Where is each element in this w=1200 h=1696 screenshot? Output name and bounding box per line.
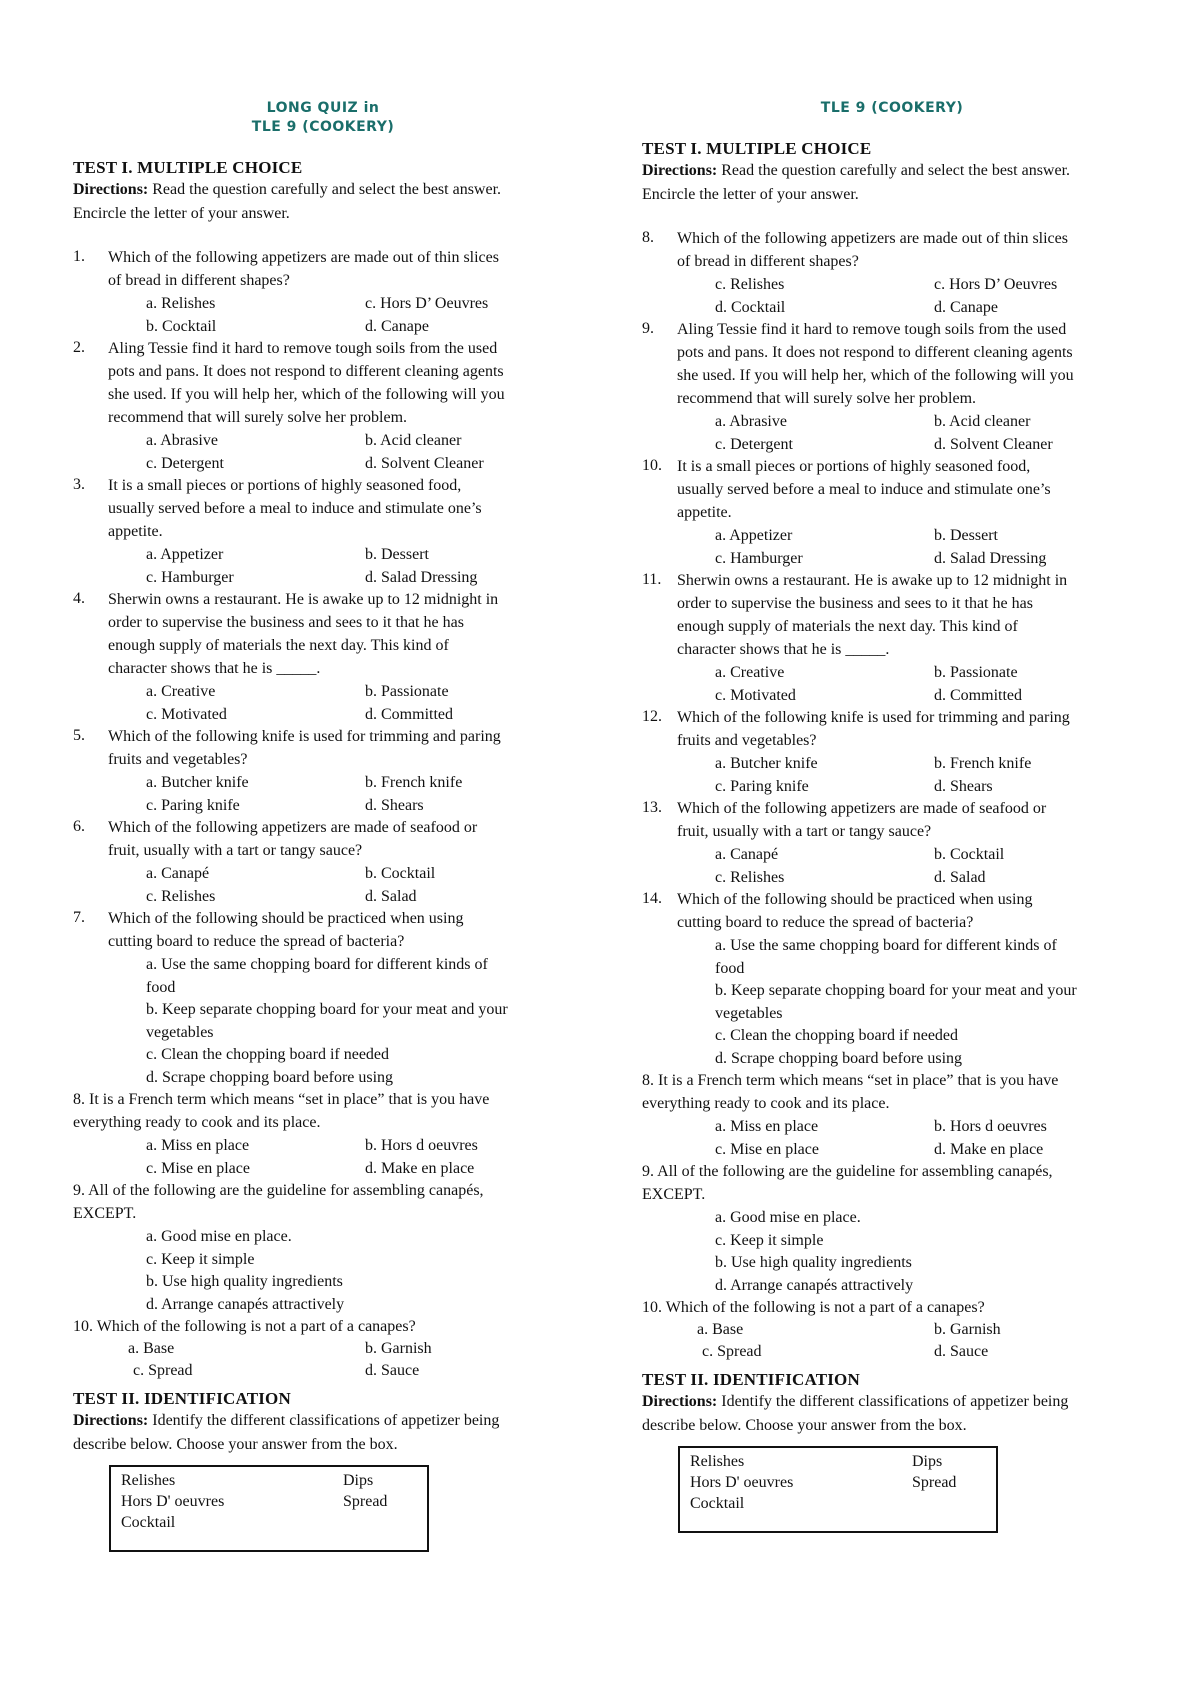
question-number: 5. <box>73 727 85 744</box>
option: c. Keep it simple <box>146 1250 255 1268</box>
question-text: appetite. <box>108 523 163 540</box>
question-number: 4. <box>73 590 85 607</box>
option: c. Spread <box>133 1362 193 1379</box>
question-text: enough supply of materials the next day. This kind of <box>108 637 449 654</box>
option: a. Good mise en place. <box>715 1209 861 1226</box>
question-number: 3. <box>73 476 85 493</box>
option: a. Creative <box>146 683 216 700</box>
question-number: 7. <box>73 909 85 926</box>
directions-text-cont: Encircle the letter of your answer. <box>642 186 859 203</box>
question-text: enough supply of materials the next day. This kind of <box>677 618 1018 635</box>
question-number: 14. <box>642 890 662 907</box>
option: d. Make en place <box>934 1140 1044 1158</box>
question-text: Sherwin owns a restaurant. He is awake up to 12 midnight in <box>677 572 1068 589</box>
question-text: recommend that will surely solve her problem. <box>108 409 408 426</box>
question-text: everything ready to cook and its place. <box>642 1095 890 1112</box>
quiz-subtitle: TLE 9 (COOKERY) <box>251 119 395 135</box>
question-text: order to supervise the business and sees to it that he has <box>677 595 1033 612</box>
answer-choice: Spread <box>912 1474 957 1491</box>
option: a. Abrasive <box>715 413 787 430</box>
option: c. Keep it simple <box>715 1231 824 1249</box>
question-text: of bread in different shapes? <box>108 272 290 289</box>
option: a. Use the same chopping board for different kinds of <box>715 937 1057 954</box>
directions-label: Directions: <box>642 1393 718 1410</box>
question-text: 8. It is a French term which means “set in place” that is you have <box>73 1091 490 1108</box>
option: a. Abrasive <box>146 432 218 449</box>
option: c. Clean the chopping board if needed <box>146 1046 390 1063</box>
question-number: 2. <box>73 339 85 356</box>
question-text: recommend that will surely solve her problem. <box>677 390 977 407</box>
option: c. Paring knife <box>715 777 809 795</box>
question-number: 12. <box>642 708 662 725</box>
question-number: 8. <box>642 229 654 246</box>
question-text: fruits and vegetables? <box>108 751 248 768</box>
option: b. Use high quality ingredients <box>146 1273 343 1290</box>
directions-text-cont: Encircle the letter of your answer. <box>73 205 290 222</box>
option: b. Keep separate chopping board for your meat and your <box>715 982 1077 999</box>
option: d. Salad Dressing <box>934 549 1047 567</box>
answer-choice: Relishes <box>121 1472 176 1489</box>
question-text: pots and pans. It does not respond to different cleaning agents <box>108 363 504 380</box>
question-number: 11. <box>642 571 662 588</box>
option: b. Acid cleaner <box>365 432 462 449</box>
question-text: Sherwin owns a restaurant. He is awake up to 12 midnight in <box>108 591 499 608</box>
question-text: fruit, usually with a tart or tangy sauce? <box>677 823 932 840</box>
directions-text-cont: describe below. Choose your answer from the box. <box>73 1436 398 1453</box>
option: d. Shears <box>365 796 424 814</box>
option: food <box>715 959 745 977</box>
option: a. Appetizer <box>146 546 224 563</box>
directions-text: Identify the different classifications of appetizer being <box>717 1393 1069 1410</box>
question-number: 6. <box>73 818 85 835</box>
question-text: Aling Tessie find it hard to remove tough soils from the used <box>677 321 1067 338</box>
option: c. Clean the chopping board if needed <box>715 1027 959 1044</box>
option: a. Appetizer <box>715 527 793 544</box>
option: d. Committed <box>365 705 453 723</box>
option: c. Mise en place <box>146 1159 250 1177</box>
option: d. Committed <box>934 686 1022 704</box>
option: b. Acid cleaner <box>934 413 1031 430</box>
option: a. Butcher knife <box>715 755 818 772</box>
answer-choice: Relishes <box>690 1453 745 1470</box>
question-text: Which of the following appetizers are made out of thin slices <box>677 230 1068 247</box>
option: d. Solvent Cleaner <box>365 454 484 472</box>
test1-heading: TEST I. MULTIPLE CHOICE <box>73 158 303 177</box>
directions-line <box>642 1392 1068 1412</box>
option: a. Canapé <box>715 846 779 863</box>
option: d. Arrange canapés attractively <box>146 1295 345 1313</box>
question-text: she used. If you will help her, which of the following will you <box>677 367 1074 384</box>
question-number: 13. <box>642 799 662 816</box>
option: a. Miss en place <box>146 1137 250 1154</box>
question-text: appetite. <box>677 504 732 521</box>
option: a. Good mise en place. <box>146 1228 292 1245</box>
question-text: order to supervise the business and sees to it that he has <box>108 614 464 631</box>
answer-choice: Spread <box>343 1493 388 1510</box>
option: c. Motivated <box>715 686 796 704</box>
option: a. Relishes <box>146 295 216 312</box>
option: d. Make en place <box>365 1159 475 1177</box>
question-text: Aling Tessie find it hard to remove tough soils from the used <box>108 340 498 357</box>
option: b. Cocktail <box>146 317 217 335</box>
option: a. Miss en place <box>715 1118 819 1135</box>
directions-text: Identify the different classifications of appetizer being <box>148 1412 500 1429</box>
option: b. Garnish <box>934 1321 1001 1338</box>
option: d. Scrape chopping board before using <box>715 1049 963 1067</box>
question-number: 9. <box>642 320 654 337</box>
question-text: cutting board to reduce the spread of bacteria? <box>108 933 405 950</box>
option: c. Detergent <box>146 454 224 472</box>
option: b. Dessert <box>934 527 998 544</box>
directions-label: Directions: <box>73 181 149 198</box>
option: b. Use high quality ingredients <box>715 1254 912 1271</box>
directions-label: Directions: <box>642 162 718 179</box>
directions-text: Read the question carefully and select the best answer. <box>717 162 1071 179</box>
question-text: Which of the following should be practiced when using <box>677 891 1033 908</box>
option: a. Creative <box>715 664 785 681</box>
question-text: character shows that he is _____. <box>108 660 321 677</box>
test1-heading: TEST I. MULTIPLE CHOICE <box>642 139 872 158</box>
answer-choice: Cocktail <box>121 1514 176 1531</box>
question-text: 10. Which of the following is not a part of a canapes? <box>73 1318 416 1335</box>
option: d. Canape <box>365 317 429 335</box>
question-text: of bread in different shapes? <box>677 253 859 270</box>
option: d. Cocktail <box>715 298 786 316</box>
question-text: everything ready to cook and its place. <box>73 1114 321 1131</box>
option: a. Canapé <box>146 865 210 882</box>
option: d. Sauce <box>365 1362 420 1379</box>
question-text: Which of the following appetizers are made of seafood or <box>108 819 478 836</box>
question-text: cutting board to reduce the spread of bacteria? <box>677 914 974 931</box>
option: d. Shears <box>934 777 993 795</box>
directions-line <box>73 1411 499 1431</box>
option: c. Hors D’ Oeuvres <box>934 276 1058 293</box>
option: b. Hors d oeuvres <box>365 1137 478 1154</box>
option: d. Solvent Cleaner <box>934 435 1053 453</box>
question-text: 9. All of the following are the guideline for assembling canapés, <box>73 1182 484 1199</box>
quiz-title: TLE 9 (COOKERY) <box>820 100 964 116</box>
question-text: Which of the following appetizers are made out of thin slices <box>108 249 499 266</box>
option: a. Base <box>697 1321 744 1338</box>
question-text: Which of the following appetizers are made of seafood or <box>677 800 1047 817</box>
question-text: It is a small pieces or portions of highly seasoned food, <box>677 458 1031 475</box>
option: b. Cocktail <box>934 846 1005 863</box>
option: a. Use the same chopping board for different kinds of <box>146 956 488 973</box>
question-text: fruits and vegetables? <box>677 732 817 749</box>
question-text: Which of the following knife is used for trimming and paring <box>677 709 1070 726</box>
answer-choice: Dips <box>343 1472 374 1489</box>
directions-text: Read the question carefully and select the best answer. <box>148 181 502 198</box>
answer-choice: Dips <box>912 1453 943 1470</box>
question-text: Which of the following knife is used for trimming and paring <box>108 728 501 745</box>
answer-choice: Hors D' oeuvres <box>121 1493 225 1510</box>
option: b. Garnish <box>365 1340 432 1357</box>
question-text: character shows that he is _____. <box>677 641 890 658</box>
option: c. Relishes <box>715 868 785 886</box>
option: c. Mise en place <box>715 1140 819 1158</box>
directions-text-cont: describe below. Choose your answer from the box. <box>642 1417 967 1434</box>
option: d. Scrape chopping board before using <box>146 1068 394 1086</box>
option: d. Arrange canapés attractively <box>715 1276 914 1294</box>
question-text: fruit, usually with a tart or tangy sauce? <box>108 842 363 859</box>
question-text: she used. If you will help her, which of the following will you <box>108 386 505 403</box>
option: c. Hamburger <box>146 568 234 586</box>
option: b. Dessert <box>365 546 429 563</box>
option: c. Hamburger <box>715 549 803 567</box>
option: b. Hors d oeuvres <box>934 1118 1047 1135</box>
option: d. Salad <box>934 868 986 886</box>
question-text: 10. Which of the following is not a part of a canapes? <box>642 1299 985 1316</box>
directions-line <box>642 161 1070 181</box>
answer-choices-box <box>109 1465 429 1552</box>
question-text: pots and pans. It does not respond to different cleaning agents <box>677 344 1073 361</box>
option: b. French knife <box>365 774 463 791</box>
option: c. Hors D’ Oeuvres <box>365 295 489 312</box>
option: b. Passionate <box>365 683 449 700</box>
option: c. Detergent <box>715 435 793 453</box>
option: a. Base <box>128 1340 175 1357</box>
answer-choice: Hors D' oeuvres <box>690 1474 794 1491</box>
question-text: EXCEPT. <box>73 1205 137 1222</box>
answer-choices-box <box>678 1446 998 1533</box>
answer-choice: Cocktail <box>690 1495 745 1512</box>
option: c. Relishes <box>146 887 216 905</box>
question-number: 10. <box>642 457 662 474</box>
question-text: EXCEPT. <box>642 1186 706 1203</box>
option: vegetables <box>146 1023 214 1041</box>
question-text: usually served before a meal to induce and stimulate one’s <box>677 481 1051 498</box>
directions-line <box>73 180 501 200</box>
quiz-title: LONG QUIZ in <box>266 100 380 116</box>
option: d. Salad <box>365 887 417 905</box>
option: d. Canape <box>934 298 998 316</box>
question-text: usually served before a meal to induce and stimulate one’s <box>108 500 482 517</box>
option: c. Motivated <box>146 705 227 723</box>
question-text: It is a small pieces or portions of highly seasoned food, <box>108 477 462 494</box>
option: a. Butcher knife <box>146 774 249 791</box>
question-text: 9. All of the following are the guideline for assembling canapés, <box>642 1163 1053 1180</box>
question-text: Which of the following should be practiced when using <box>108 910 464 927</box>
option: b. French knife <box>934 755 1032 772</box>
option: c. Spread <box>702 1343 762 1360</box>
question-number: 1. <box>73 248 85 265</box>
option: c. Relishes <box>715 276 785 293</box>
option: d. Salad Dressing <box>365 568 478 586</box>
option: b. Passionate <box>934 664 1018 681</box>
option: b. Cocktail <box>365 865 436 882</box>
test2-heading: TEST II. IDENTIFICATION <box>73 1389 291 1408</box>
option: b. Keep separate chopping board for your meat and your <box>146 1001 508 1018</box>
question-text: 8. It is a French term which means “set in place” that is you have <box>642 1072 1059 1089</box>
directions-label: Directions: <box>73 1412 149 1429</box>
option: d. Sauce <box>934 1343 989 1360</box>
option: food <box>146 978 176 996</box>
option: vegetables <box>715 1004 783 1022</box>
test2-heading: TEST II. IDENTIFICATION <box>642 1370 860 1389</box>
option: c. Paring knife <box>146 796 240 814</box>
